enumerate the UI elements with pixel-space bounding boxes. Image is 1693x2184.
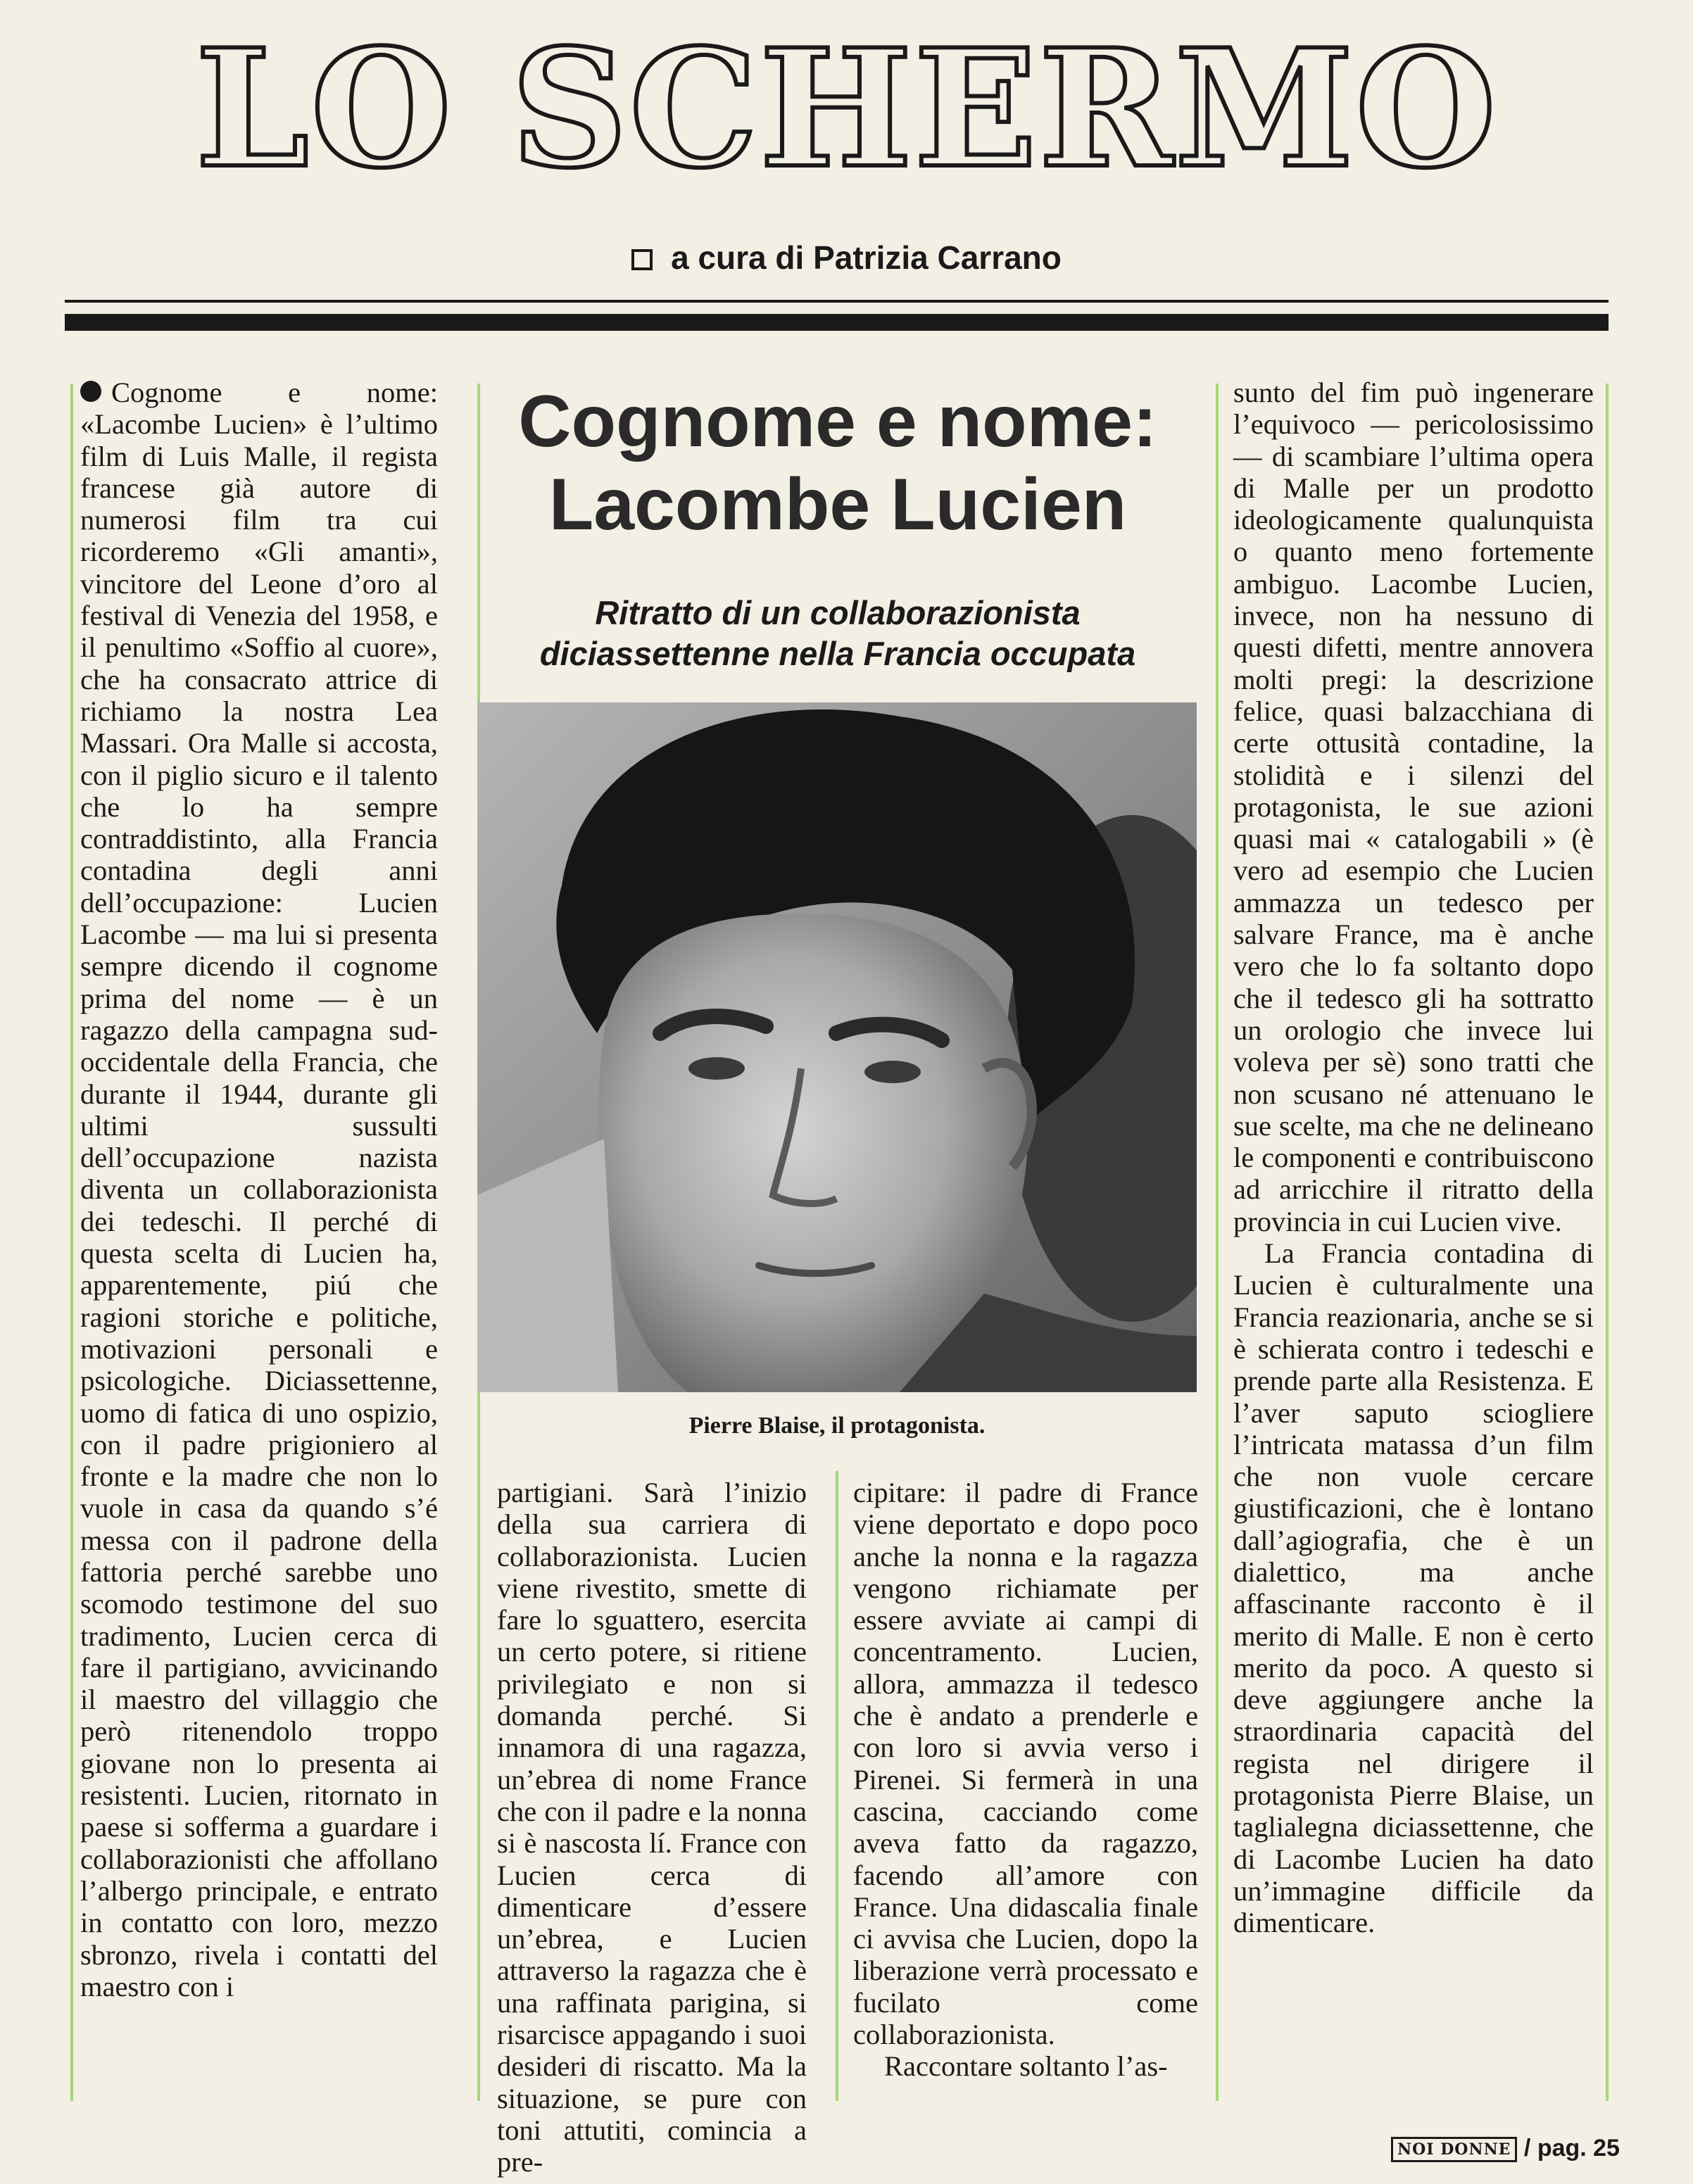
footer-separator: / bbox=[1523, 2135, 1531, 2161]
column-divider-right bbox=[1606, 384, 1609, 2101]
portrait-photo-art bbox=[477, 702, 1197, 1392]
article-text-col1: Cognome e nome: «Lacombe Lucien» è l’ultimo film di Luis Malle, il regista francese già autore di numerosi film tra cui ricorderemo «Gli amanti», vincitore del Leone d’oro al festival di Venezia del 1958, e il penultimo «Soffio al cuore», che ha consacrato attrice di richiamo la nostra Lea Massari. Ora Malle si accosta, con il piglio sicuro e il talento che lo ha sempre contraddistinto, alla Francia contadina degli anni dell’occupazione: Lucien Lacombe — ma lui si presenta sempre dicendo il cognome prima del nome — è un ragazzo della campagna sud-occidentale della Francia, che durante il 1944, durante gli ultimi sussulti dell’occupazione nazista diventa un collaborazionista dei tedeschi. Il perché di questa scelta di Lucien ha, apparentemente, piú che ragioni storiche e politiche, motivazioni personali e psicologiche. Diciassettenne, uomo di fatica di uno ospizio, con il padre prigioniero al fronte e la madre che non lo vuole in casa da quando s’é messa con il padrone della fattoria perché sarebbe uno scomodo testimone del suo tradimento, Lucien cerca di fare il partigiano, avvicinando il maestro del villaggio che però ritenendolo troppo giovane non lo presenta ai resistenti. Lucien, ritornato in paese si sofferma a guardare i collaborazionisti che affollano l’albergo principale, e entrato in contatto con loro, mezzo sbronzo, rivela i contatti del maestro con i bbox=[80, 377, 438, 2002]
page-number: pag. 25 bbox=[1537, 2135, 1620, 2161]
subheadline-line-2: diciassettenne nella Francia occupata bbox=[539, 635, 1136, 672]
page-footer bbox=[1391, 2134, 1620, 2162]
headline-line-1: Cognome e nome: bbox=[518, 381, 1157, 462]
article-text-col2: partigiani. Sarà l’inizio della sua carriera di collaborazionista. Lucien viene rivestito, smette di fare lo sguattero, esercita un certo potere, si ritiene privilegiato e non si domanda perché. Si innamora di una ragazza, un’ebrea di nome France che con il padre e la nonna si è nascosta lí. France con Lucien cerca di dimenticare d’essere un’ebrea, e Lucien attraverso la ragazza che è una raffinata parigina, si risarcisce appagando i suoi desideri di riscatto. Ma la situazione, se pure con toni attutiti, comincia a pre- bbox=[497, 1477, 807, 2178]
subheadline-line-1: Ritratto di un collaborazionista bbox=[595, 594, 1081, 631]
subheadline bbox=[479, 593, 1197, 674]
article-text-col3-p2: Raccontare soltanto l’as- bbox=[884, 2050, 1168, 2083]
photo-caption: Pierre Blaise, il protagonista. bbox=[688, 1413, 986, 1439]
column-divider-left bbox=[70, 384, 73, 2101]
article-column-3 bbox=[853, 1477, 1198, 2083]
byline-text: a cura di Patrizia Carrano bbox=[671, 239, 1062, 276]
bullet-icon bbox=[80, 381, 101, 402]
header-rule-thin bbox=[65, 300, 1609, 303]
article-text-col4-p1: sunto del fim può ingenerare l’equivoco — pericolosissimo — di scambiare l’ultima opera di Malle per un prodotto ideologicamente qualunquista o quanto meno fortemente ambiguo. Lacombe Lucien, invece, non ha nessuno di questi difetti, mentre annovera molti pregi: la descrizione felice, quasi balzacchiana di certe ottusità contadine, la stolidità e i silenzi del protagonista, le sue azioni quasi mai « catalogabili » (è vero ad esempio che Lucien ammazza un tedesco per salvare France, ma è anche vero che lo fa soltanto dopo che il tedesco gli ha sottratto un orologio che invece lui voleva per sè) sono tratti che non scusano né attenuano le sue scelte, ma che ne delineano le componenti e contribuiscono ad arricchire il ritratto della provincia in cui Lucien vive. bbox=[1233, 377, 1594, 1237]
headline-line-2: Lacombe Lucien bbox=[548, 464, 1127, 545]
byline bbox=[0, 241, 1693, 274]
article-column-2 bbox=[497, 1477, 807, 2178]
portrait-photo bbox=[477, 702, 1197, 1392]
article-column-4 bbox=[1233, 377, 1594, 1939]
headline bbox=[479, 380, 1197, 546]
article-text-col3-p1: cipitare: il padre di France viene deportato e dopo poco anche la nonna e la ragazza vengono richiamate per essere avviate ai campi di concentramento. Lucien, allora, ammazza il tedesco che è andato a prenderle e con loro si avvia verso i Pirenei. Si fermerà in una cascina, cacciando come aveva fatto da ragazzo, facendo all’amore con France. Una didascalia finale ci avvisa che Lucien, dopo la liberazione verrà processato e fucilato come collaborazionista. bbox=[853, 1477, 1198, 2051]
column-divider-2 bbox=[836, 1471, 838, 2101]
magazine-logo: NOI DONNE bbox=[1391, 2137, 1517, 2162]
article-column-1 bbox=[80, 377, 438, 2002]
checkbox-icon bbox=[631, 249, 653, 270]
header-rule-thick bbox=[65, 314, 1609, 331]
article-text-col4-p2: La Francia contadina di Lucien è culturalmente una Francia reazionaria, anche se si è schierata contro i tedeschi e prende parte alla Resistenza. E l’aver saputo sciogliere l’intricata matassa d’un film che non vuole cercare giustificazioni, che è lontano dall’agiografia, che è un dialettico, ma anche affascinante racconto è il merito di Malle. E non è certo merito da poco. A questo si deve aggiungere anche la straordinaria capacità del regista nel dirigere il protagonista Pierre Blaise, un taglialegna diciassettenne, che di Lacombe Lucien ha dato un’immagine difficile da dimenticare. bbox=[1233, 1237, 1594, 1939]
masthead-title: LO SCHERMO bbox=[195, 14, 1498, 204]
column-divider-3 bbox=[1216, 384, 1219, 2101]
